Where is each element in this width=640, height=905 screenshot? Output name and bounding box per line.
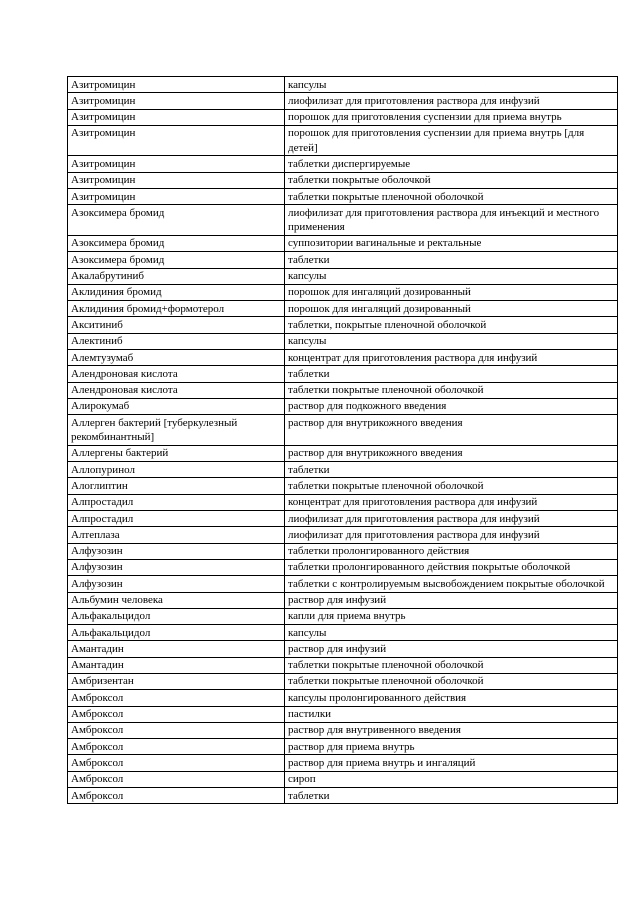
drug-name-cell: Алфузозин [68, 576, 285, 592]
table-row [68, 350, 618, 366]
dosage-form-cell: лиофилизат для приготовления раствора для инъекций и местного применения [285, 205, 618, 236]
drug-name-cell: Амброксол [68, 755, 285, 771]
dosage-form-cell: таблетки [285, 462, 618, 478]
table-row [68, 415, 618, 446]
drug-name-cell: Амброксол [68, 788, 285, 804]
drug-name-cell: Аклидиния бромид [68, 284, 285, 300]
drug-name-cell: Амброксол [68, 739, 285, 755]
drug-name-cell: Азоксимера бромид [68, 252, 285, 268]
table-row [68, 77, 618, 93]
table-row [68, 445, 618, 461]
drug-name-cell: Амброксол [68, 771, 285, 787]
table-row [68, 755, 618, 771]
drug-name-cell: Алпростадил [68, 494, 285, 510]
drug-name-cell: Алирокумаб [68, 398, 285, 414]
drug-name-cell: Азитромицин [68, 109, 285, 125]
drug-name-cell: Алоглиптин [68, 478, 285, 494]
table-row [68, 333, 618, 349]
drug-name-cell: Амброксол [68, 690, 285, 706]
dosage-form-cell: концентрат для приготовления раствора для инфузий [285, 494, 618, 510]
dosage-form-cell: капсулы [285, 268, 618, 284]
drug-name-cell: Амброксол [68, 722, 285, 738]
dosage-form-cell: сироп [285, 771, 618, 787]
dosage-form-cell: концентрат для приготовления раствора для инфузий [285, 350, 618, 366]
dosage-form-cell: таблетки покрытые пленочной оболочкой [285, 657, 618, 673]
drug-name-cell: Алпростадил [68, 511, 285, 527]
dosage-form-cell: таблетки покрытые пленочной оболочкой [285, 189, 618, 205]
dosage-form-cell: таблетки диспергируемые [285, 156, 618, 172]
table-row [68, 109, 618, 125]
dosage-form-cell: таблетки покрытые оболочкой [285, 172, 618, 188]
drug-name-cell: Алфузозин [68, 559, 285, 575]
drug-name-cell: Алендроновая кислота [68, 366, 285, 382]
drug-name-cell: Альбумин человека [68, 592, 285, 608]
drug-name-cell: Алфузозин [68, 543, 285, 559]
table-row [68, 657, 618, 673]
drug-name-cell: Алемтузумаб [68, 350, 285, 366]
table-row [68, 382, 618, 398]
dosage-form-cell: таблетки покрытые пленочной оболочкой [285, 382, 618, 398]
table-row [68, 706, 618, 722]
dosage-form-cell: раствор для внутривенного введения [285, 722, 618, 738]
table-row [68, 284, 618, 300]
table-row [68, 576, 618, 592]
table-row [68, 189, 618, 205]
dosage-form-cell: раствор для подкожного введения [285, 398, 618, 414]
dosage-form-cell: таблетки с контролируемым высвобождением покрытые оболочкой [285, 576, 618, 592]
table-row [68, 398, 618, 414]
table-row [68, 543, 618, 559]
drug-name-cell: Аллерген бактерий [туберкулезный рекомбинантный] [68, 415, 285, 446]
drug-name-cell: Аллергены бактерий [68, 445, 285, 461]
table-row [68, 494, 618, 510]
drug-name-cell: Алендроновая кислота [68, 382, 285, 398]
table-row [68, 788, 618, 804]
table-row [68, 462, 618, 478]
table-body [68, 77, 618, 804]
drug-name-cell: Азитромицин [68, 125, 285, 156]
drug-name-cell: Акалабрутиниб [68, 268, 285, 284]
dosage-form-cell: порошок для приготовления суспензии для приема внутрь [285, 109, 618, 125]
table-row [68, 592, 618, 608]
drug-name-cell: Азитромицин [68, 77, 285, 93]
table-row [68, 722, 618, 738]
dosage-form-cell: таблетки [285, 366, 618, 382]
dosage-form-cell: капсулы [285, 333, 618, 349]
dosage-form-cell: порошок для ингаляций дозированный [285, 284, 618, 300]
drug-forms-table [67, 76, 618, 804]
dosage-form-cell: раствор для внутрикожного введения [285, 415, 618, 446]
table-row [68, 478, 618, 494]
dosage-form-cell: капли для приема внутрь [285, 608, 618, 624]
table-row [68, 172, 618, 188]
table-row [68, 156, 618, 172]
dosage-form-cell: суппозитории вагинальные и ректальные [285, 235, 618, 251]
table-row [68, 527, 618, 543]
drug-name-cell: Аклидиния бромид+формотерол [68, 301, 285, 317]
table-row [68, 625, 618, 641]
drug-name-cell: Азитромицин [68, 93, 285, 109]
table-row [68, 511, 618, 527]
dosage-form-cell: раствор для инфузий [285, 641, 618, 657]
dosage-form-cell: капсулы [285, 77, 618, 93]
table-row [68, 125, 618, 156]
drug-name-cell: Амбризентан [68, 673, 285, 689]
dosage-form-cell: таблетки пролонгированного действия покрытые оболочкой [285, 559, 618, 575]
table-row [68, 301, 618, 317]
drug-name-cell: Азитромицин [68, 156, 285, 172]
dosage-form-cell: раствор для внутрикожного введения [285, 445, 618, 461]
dosage-form-cell: лиофилизат для приготовления раствора для инфузий [285, 93, 618, 109]
table-row [68, 366, 618, 382]
table-row [68, 93, 618, 109]
dosage-form-cell: порошок для ингаляций дозированный [285, 301, 618, 317]
dosage-form-cell: раствор для инфузий [285, 592, 618, 608]
drug-name-cell: Азитромицин [68, 189, 285, 205]
drug-name-cell: Алектиниб [68, 333, 285, 349]
table-row [68, 252, 618, 268]
dosage-form-cell: капсулы [285, 625, 618, 641]
dosage-form-cell: порошок для приготовления суспензии для приема внутрь [для детей] [285, 125, 618, 156]
dosage-form-cell: раствор для приема внутрь [285, 739, 618, 755]
drug-name-cell: Альфакальцидол [68, 625, 285, 641]
drug-name-cell: Амантадин [68, 657, 285, 673]
dosage-form-cell: таблетки пролонгированного действия [285, 543, 618, 559]
drug-name-cell: Амброксол [68, 706, 285, 722]
drug-name-cell: Азоксимера бромид [68, 235, 285, 251]
drug-name-cell: Алтеплаза [68, 527, 285, 543]
table-row [68, 608, 618, 624]
drug-name-cell: Амантадин [68, 641, 285, 657]
dosage-form-cell: капсулы пролонгированного действия [285, 690, 618, 706]
dosage-form-cell: раствор для приема внутрь и ингаляций [285, 755, 618, 771]
drug-name-cell: Азитромицин [68, 172, 285, 188]
dosage-form-cell: лиофилизат для приготовления раствора для инфузий [285, 527, 618, 543]
dosage-form-cell: таблетки [285, 252, 618, 268]
drug-name-cell: Аллопуринол [68, 462, 285, 478]
table-row [68, 641, 618, 657]
dosage-form-cell: таблетки [285, 788, 618, 804]
dosage-form-cell: таблетки покрытые пленочной оболочкой [285, 478, 618, 494]
table-row [68, 559, 618, 575]
table-row [68, 771, 618, 787]
dosage-form-cell: лиофилизат для приготовления раствора для инфузий [285, 511, 618, 527]
table-row [68, 317, 618, 333]
drug-name-cell: Альфакальцидол [68, 608, 285, 624]
table-row [68, 235, 618, 251]
table-row [68, 268, 618, 284]
table-row [68, 673, 618, 689]
drug-name-cell: Азоксимера бромид [68, 205, 285, 236]
dosage-form-cell: таблетки, покрытые пленочной оболочкой [285, 317, 618, 333]
dosage-form-cell: пастилки [285, 706, 618, 722]
drug-name-cell: Акситиниб [68, 317, 285, 333]
table-row [68, 739, 618, 755]
dosage-form-cell: таблетки покрытые пленочной оболочкой [285, 673, 618, 689]
table-row [68, 205, 618, 236]
table-row [68, 690, 618, 706]
